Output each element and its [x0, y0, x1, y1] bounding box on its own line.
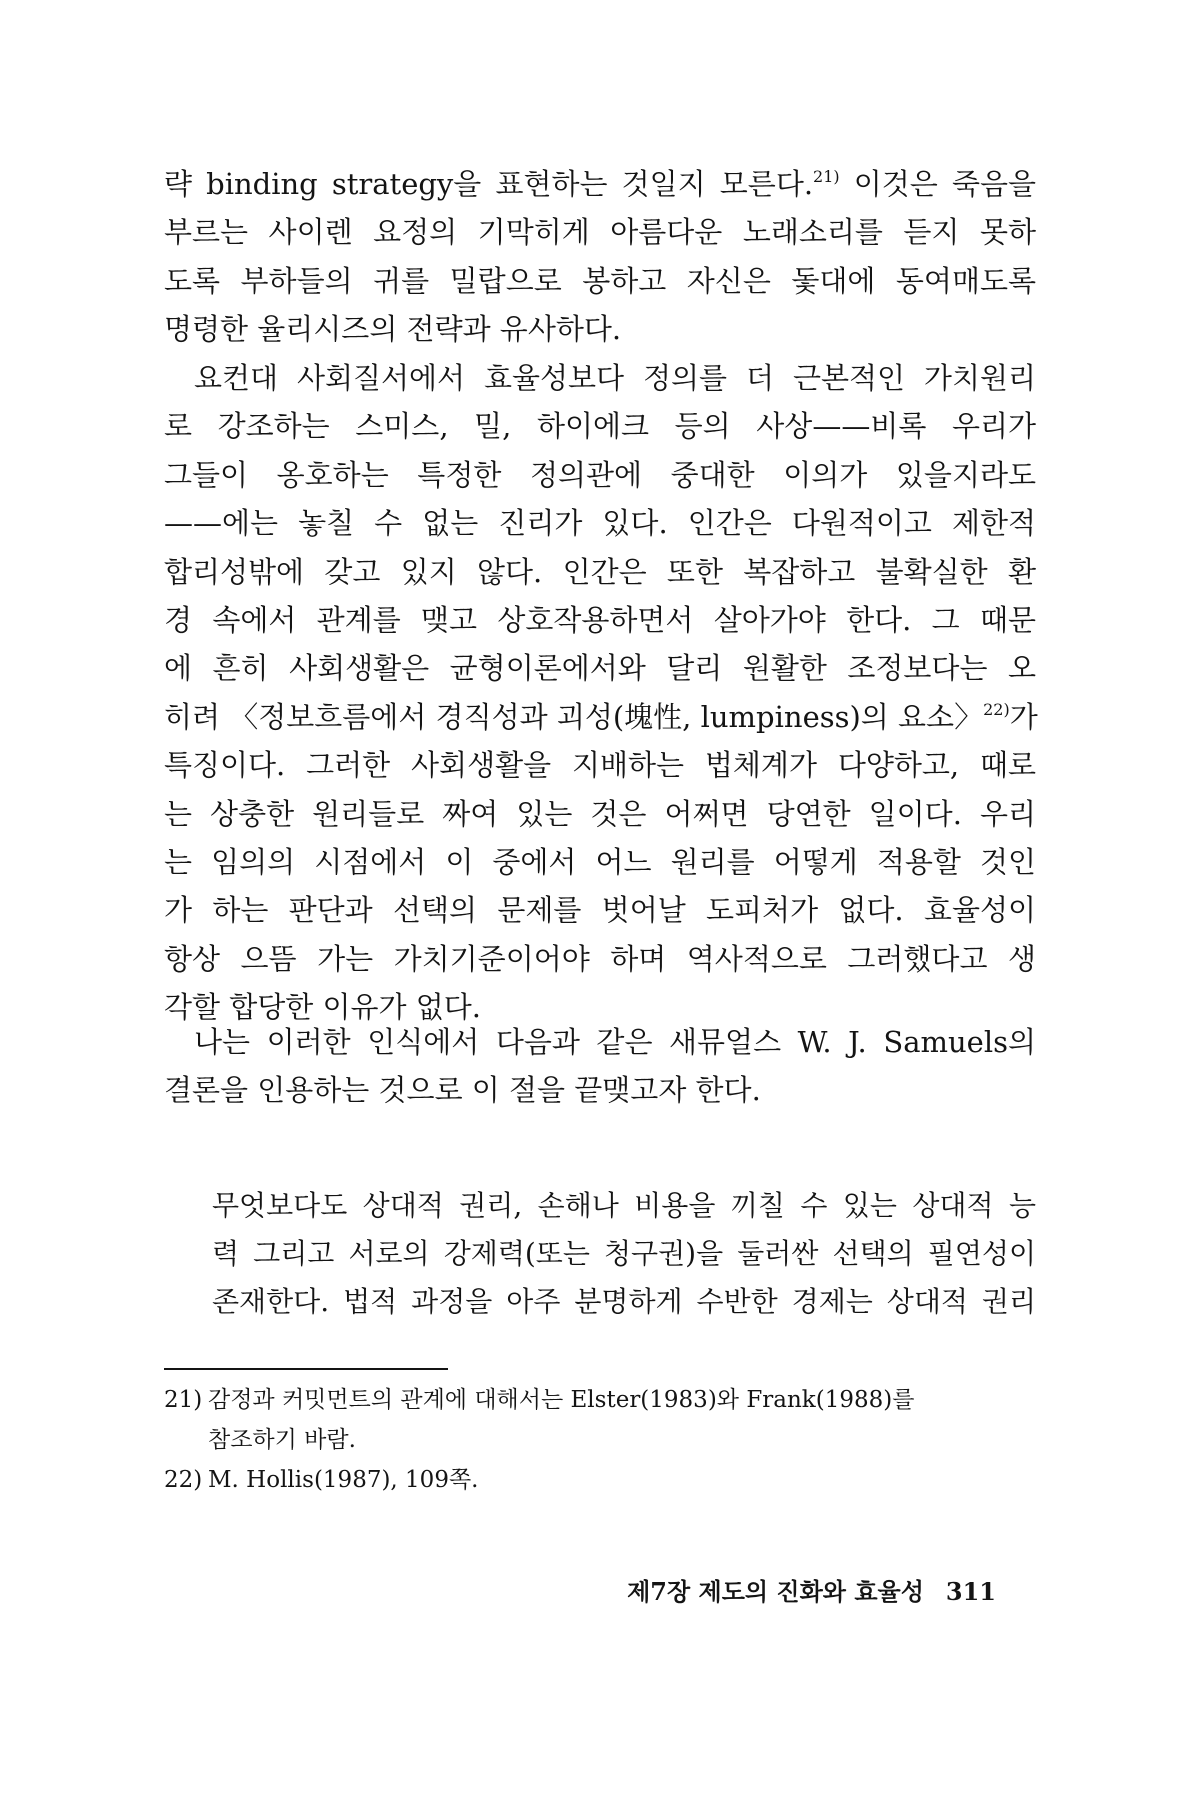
- page-number: 311: [945, 1577, 996, 1606]
- footnote-divider: [164, 1368, 448, 1370]
- paragraph-line: 명령한 율리시즈의 전략과 유사하다.: [164, 312, 622, 347]
- paragraph-line: 는 임의의 시점에서 이 중에서 어느 원리를 어떻게 적용할 것인: [164, 845, 1036, 880]
- footnote-text: 감정과 커밋먼트의 관계에 대해서는 Elster(1983)와 Frank(1988)를: [208, 1387, 915, 1413]
- paragraph-2: [164, 354, 1036, 1032]
- paragraph-line: 로 강조하는 스미스, 밀, 하이에크 등의 사상——비록 우리가: [164, 409, 1036, 444]
- quote-line: 존재한다. 법적 과정을 아주 분명하게 수반한 경제는 상대적 권리: [212, 1285, 1036, 1318]
- paragraph-line: 합리성밖에 갖고 있지 않다. 인간은 또한 복잡하고 불확실한 환: [164, 554, 1036, 589]
- paragraph-line: 는 상충한 원리들로 짜여 있는 것은 어쩌면 당연한 일이다. 우리: [164, 796, 1036, 831]
- paragraph-line: ——에는 놓칠 수 없는 진리가 있다. 인간은 다원적이고 제한적: [164, 506, 1036, 541]
- paragraph-line: 각할 합당한 이유가 없다.: [164, 990, 482, 1025]
- footnote-ref-21: 21): [813, 167, 840, 186]
- paragraph-line: 경 속에서 관계를 맺고 상호작용하면서 살아가야 한다. 그 때문: [164, 603, 1036, 638]
- paragraph-3: [164, 1018, 1036, 1115]
- chapter-title: 제7장 제도의 진화와 효율성: [627, 1577, 924, 1606]
- paragraph-line: 결론을 인용하는 것으로 이 절을 끝맺고자 한다.: [164, 1073, 761, 1108]
- footnote-number: 21): [164, 1387, 203, 1413]
- paragraph-1: [164, 160, 1036, 354]
- paragraph-line: 그들이 옹호하는 특정한 정의관에 중대한 이의가 있을지라도: [164, 457, 1036, 492]
- paragraph-line: 항상 으뜸 가는 가치기준이어야 하며 역사적으로 그러했다고 생: [164, 941, 1036, 976]
- footnote-text: M. Hollis(1987), 109쪽.: [208, 1467, 479, 1493]
- footnote-21: [164, 1380, 1044, 1460]
- quote-line: 무엇보다도 상대적 권리, 손해나 비용을 끼칠 수 있는 상대적 능: [212, 1189, 1036, 1222]
- footnote-number: 22): [164, 1467, 203, 1493]
- footnote-continuation: 참조하기 바람.: [208, 1427, 356, 1453]
- paragraph-line: 요컨대 사회질서에서 효율성보다 정의를 더 근본적인 가치원리: [194, 361, 1036, 395]
- footnotes: [164, 1380, 1044, 1500]
- paragraph-line: 에 흔히 사회생활은 균형이론에서와 달리 원활한 조정보다는 오: [164, 651, 1036, 686]
- running-footer: [627, 1572, 996, 1607]
- paragraph-line: 부르는 사이렌 요정의 기막히게 아름다운 노래소리를 듣지 못하: [164, 215, 1036, 250]
- paragraph-line: 히려 〈정보흐름에서 경직성과 괴성(塊性, lumpiness)의 요소〉$^{22)}$가: [164, 699, 1038, 734]
- footnote-22: [164, 1460, 1044, 1500]
- footnote-ref-22: 22): [983, 699, 1010, 719]
- paragraph-line: 가 하는 판단과 선택의 문제를 벗어날 도피처가 없다. 효율성이: [164, 893, 1036, 928]
- block-quote: [212, 1182, 1036, 1326]
- paragraph-line: 략 binding strategy을 표현하는 것일지 모른다.$^{21)}$ 이것은 죽음을: [164, 167, 1036, 201]
- paragraph-line: 특징이다. 그러한 사회생활을 지배하는 법체계가 다양하고, 때로: [164, 748, 1036, 783]
- quote-line: 력 그리고 서로의 강제력(또는 청구권)을 둘러싼 선택의 필연성이: [212, 1237, 1036, 1270]
- paragraph-line: 도록 부하들의 귀를 밀랍으로 봉하고 자신은 돛대에 동여매도록: [164, 263, 1036, 298]
- paragraph-line: 나는 이러한 인식에서 다음과 같은 새뮤얼스 W. J. Samuels의: [194, 1025, 1036, 1059]
